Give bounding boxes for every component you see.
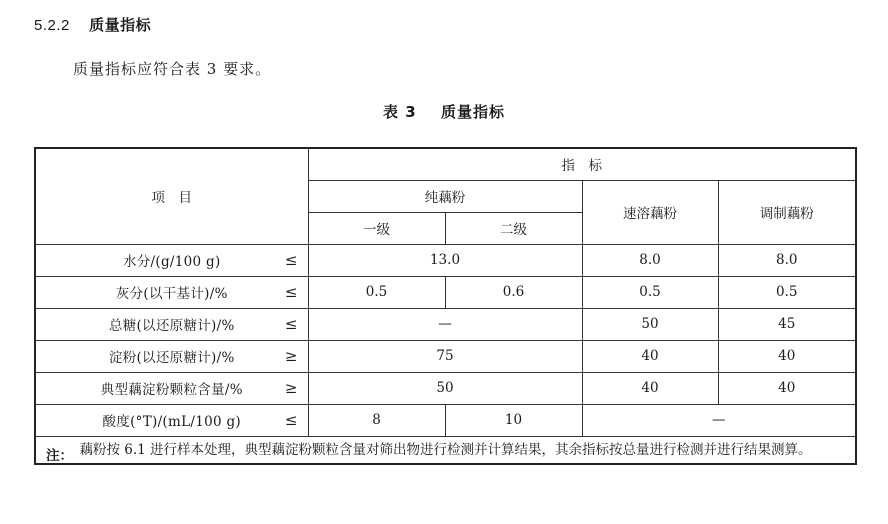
cell-blended: 8.0 bbox=[718, 244, 856, 276]
table-caption-title: 质量指标 bbox=[440, 103, 505, 121]
table-row bbox=[35, 340, 856, 372]
cell-pure: 75 bbox=[308, 340, 582, 372]
row-operator: ≤ bbox=[284, 251, 298, 269]
note-label: 注： bbox=[46, 447, 73, 464]
cell-pure: 13.0 bbox=[308, 244, 582, 276]
header-grade2: 二级 bbox=[445, 212, 582, 244]
row-item-label: 总糖(以还原糖计)/% bbox=[108, 318, 235, 334]
row-item-label: 酸度(°T)/(mL/100 g) bbox=[102, 414, 241, 430]
cell-instant: 8.0 bbox=[582, 244, 718, 276]
section-heading bbox=[34, 14, 151, 35]
row-item bbox=[35, 372, 308, 404]
cell-blended: 40 bbox=[718, 340, 856, 372]
cell-grade1: 0.5 bbox=[308, 276, 445, 308]
cell-pure: — bbox=[308, 308, 582, 340]
cell-grade1: 8 bbox=[308, 404, 445, 436]
row-item-label: 水分/(g/100 g) bbox=[122, 254, 221, 270]
cell-instant: 40 bbox=[582, 372, 718, 404]
table-caption bbox=[0, 101, 888, 122]
row-operator: ≤ bbox=[284, 315, 298, 333]
row-operator: ≤ bbox=[284, 283, 298, 301]
row-operator: ≥ bbox=[284, 379, 298, 397]
row-item-label: 灰分(以干基计)/% bbox=[115, 286, 228, 302]
table-note bbox=[35, 436, 856, 464]
cell-instant: 0.5 bbox=[582, 276, 718, 308]
row-item bbox=[35, 340, 308, 372]
header-item: 项 目 bbox=[35, 148, 308, 244]
section-number: 5.2.2 bbox=[34, 17, 70, 34]
table-row bbox=[35, 372, 856, 404]
table-row bbox=[35, 404, 856, 436]
table-header-row-1 bbox=[35, 148, 856, 180]
table-note-row bbox=[35, 436, 856, 464]
header-indicator: 指 标 bbox=[308, 148, 856, 180]
quality-table bbox=[34, 147, 857, 465]
cell-pure: 50 bbox=[308, 372, 582, 404]
row-item bbox=[35, 244, 308, 276]
table-row bbox=[35, 276, 856, 308]
section-paragraph: 质量指标应符合表 3 要求。 bbox=[73, 60, 272, 78]
header-pure: 纯藕粉 bbox=[308, 180, 582, 212]
row-item bbox=[35, 276, 308, 308]
cell-blended: 0.5 bbox=[718, 276, 856, 308]
cell-instant: 40 bbox=[582, 340, 718, 372]
cell-blended: 45 bbox=[718, 308, 856, 340]
header-instant: 速溶藕粉 bbox=[582, 180, 718, 244]
row-operator: ≤ bbox=[284, 411, 298, 429]
row-item bbox=[35, 404, 308, 436]
cell-grade2: 10 bbox=[445, 404, 582, 436]
table-row bbox=[35, 244, 856, 276]
row-item-label: 典型藕淀粉颗粒含量/% bbox=[100, 382, 243, 398]
row-item-label: 淀粉(以还原糖计)/% bbox=[108, 350, 235, 366]
cell-grade2: 0.6 bbox=[445, 276, 582, 308]
cell-instant-blended: — bbox=[582, 404, 856, 436]
row-operator: ≥ bbox=[284, 347, 298, 365]
row-item bbox=[35, 308, 308, 340]
table-row bbox=[35, 308, 856, 340]
note-text: 藕粉按 6.1 进行样本处理，典型藕淀粉颗粒含量对筛出物进行检测并计算结果，其余指标按总量进行检测并进行结果测算。 bbox=[79, 441, 812, 458]
section-title: 质量指标 bbox=[89, 16, 152, 34]
table-caption-number: 表 3 bbox=[383, 103, 417, 121]
cell-instant: 50 bbox=[582, 308, 718, 340]
header-grade1: 一级 bbox=[308, 212, 445, 244]
header-blended: 调制藕粉 bbox=[718, 180, 856, 244]
cell-blended: 40 bbox=[718, 372, 856, 404]
